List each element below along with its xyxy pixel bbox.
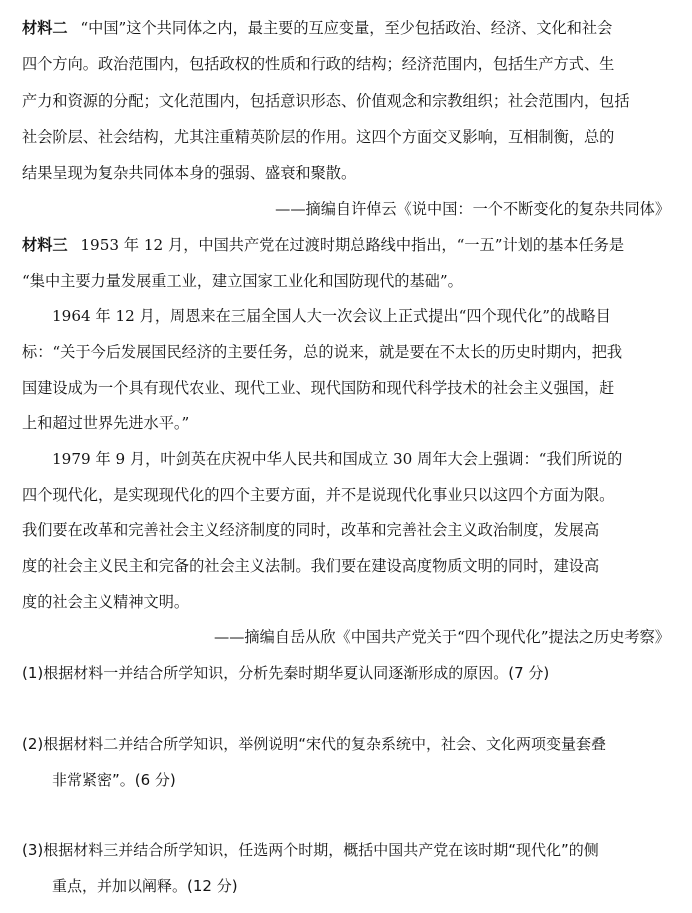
material2-line: “中国”这个共同体之内，最主要的互应变量，至少包括政治、经济、文化和社会 — [80, 19, 613, 37]
question-1: (1)根据材料一并结合所学知识，分析先秦时期华夏认同逐渐形成的原因。(7 分) — [22, 664, 550, 682]
question-3-continuation: 重点，并加以阐释。(12 分) — [52, 877, 238, 895]
question-2: (2)根据材料二并结合所学知识，举例说明“宋代的复杂系统中，社会、文化两项变量套叠 — [22, 735, 607, 753]
material3-line: 标：“关于今后发展国民经济的主要任务，总的说来，就是要在不太长的历史时期内，把我 — [22, 343, 623, 361]
material3-label: 材料三 — [22, 236, 68, 254]
material3-line: 上和超过世界先进水平。” — [22, 414, 190, 432]
question-3: (3)根据材料三并结合所学知识，任选两个时期，概括中国共产党在该时期“现代化”的侧 — [22, 841, 599, 859]
material3-line: 1964 年 12 月，周恩来在三届全国人大一次会议上正式提出“四个现代化”的战略目 — [52, 307, 611, 325]
material2-line: 四个方向。政治范围内，包括政权的性质和行政的结构；经济范围内，包括生产方式、生 — [22, 55, 615, 73]
material3-first-line — [22, 235, 624, 255]
material2-line: 社会阶层、社会结构，尤其注重精英阶层的作用。这四个方面交叉影响，互相制衡，总的 — [22, 128, 615, 146]
material3-line: 度的社会主义民主和完备的社会主义法制。我们要在建设高度物质文明的同时，建设高 — [22, 557, 600, 575]
material2-source: ——摘编自许倬云《说中国：一个不断变化的复杂共同体》 — [275, 200, 670, 218]
material3-line: 四个现代化，是实现现代化的四个主要方面，并不是说现代化事业只以这四个方面为限。 — [22, 486, 615, 504]
material3-line: 1953 年 12 月，中国共产党在过渡时期总路线中指出，“一五”计划的基本任务是 — [80, 236, 625, 254]
material3-line: 我们要在改革和完善社会主义经济制度的同时，改革和完善社会主义政治制度，发展高 — [22, 521, 600, 539]
material2-first-line — [22, 18, 672, 38]
material2-label: 材料二 — [22, 19, 68, 37]
material2-line: 产力和资源的分配；文化范围内，包括意识形态、价值观念和宗教组织；社会范围内，包括 — [22, 92, 630, 110]
material2-line: 结果呈现为复杂共同体本身的强弱、盛衰和聚散。 — [22, 164, 357, 182]
material3-line: 1979 年 9 月，叶剑英在庆祝中华人民共和国成立 30 周年大会上强调：“我们所说的 — [52, 450, 623, 468]
material3-line: 度的社会主义精神文明。 — [22, 593, 190, 611]
question-2-continuation: 非常紧密”。(6 分) — [52, 771, 176, 789]
material3-line: “集中主要力量发展重工业，建立国家工业化和国防现代的基础”。 — [22, 272, 463, 290]
material3-line: 国建设成为一个具有现代农业、现代工业、现代国防和现代科学技术的社会主义强国，赶 — [22, 379, 615, 397]
material3-source: ——摘编自岳从欣《中国共产党关于“四个现代化”提法之历史考察》 — [214, 628, 670, 646]
